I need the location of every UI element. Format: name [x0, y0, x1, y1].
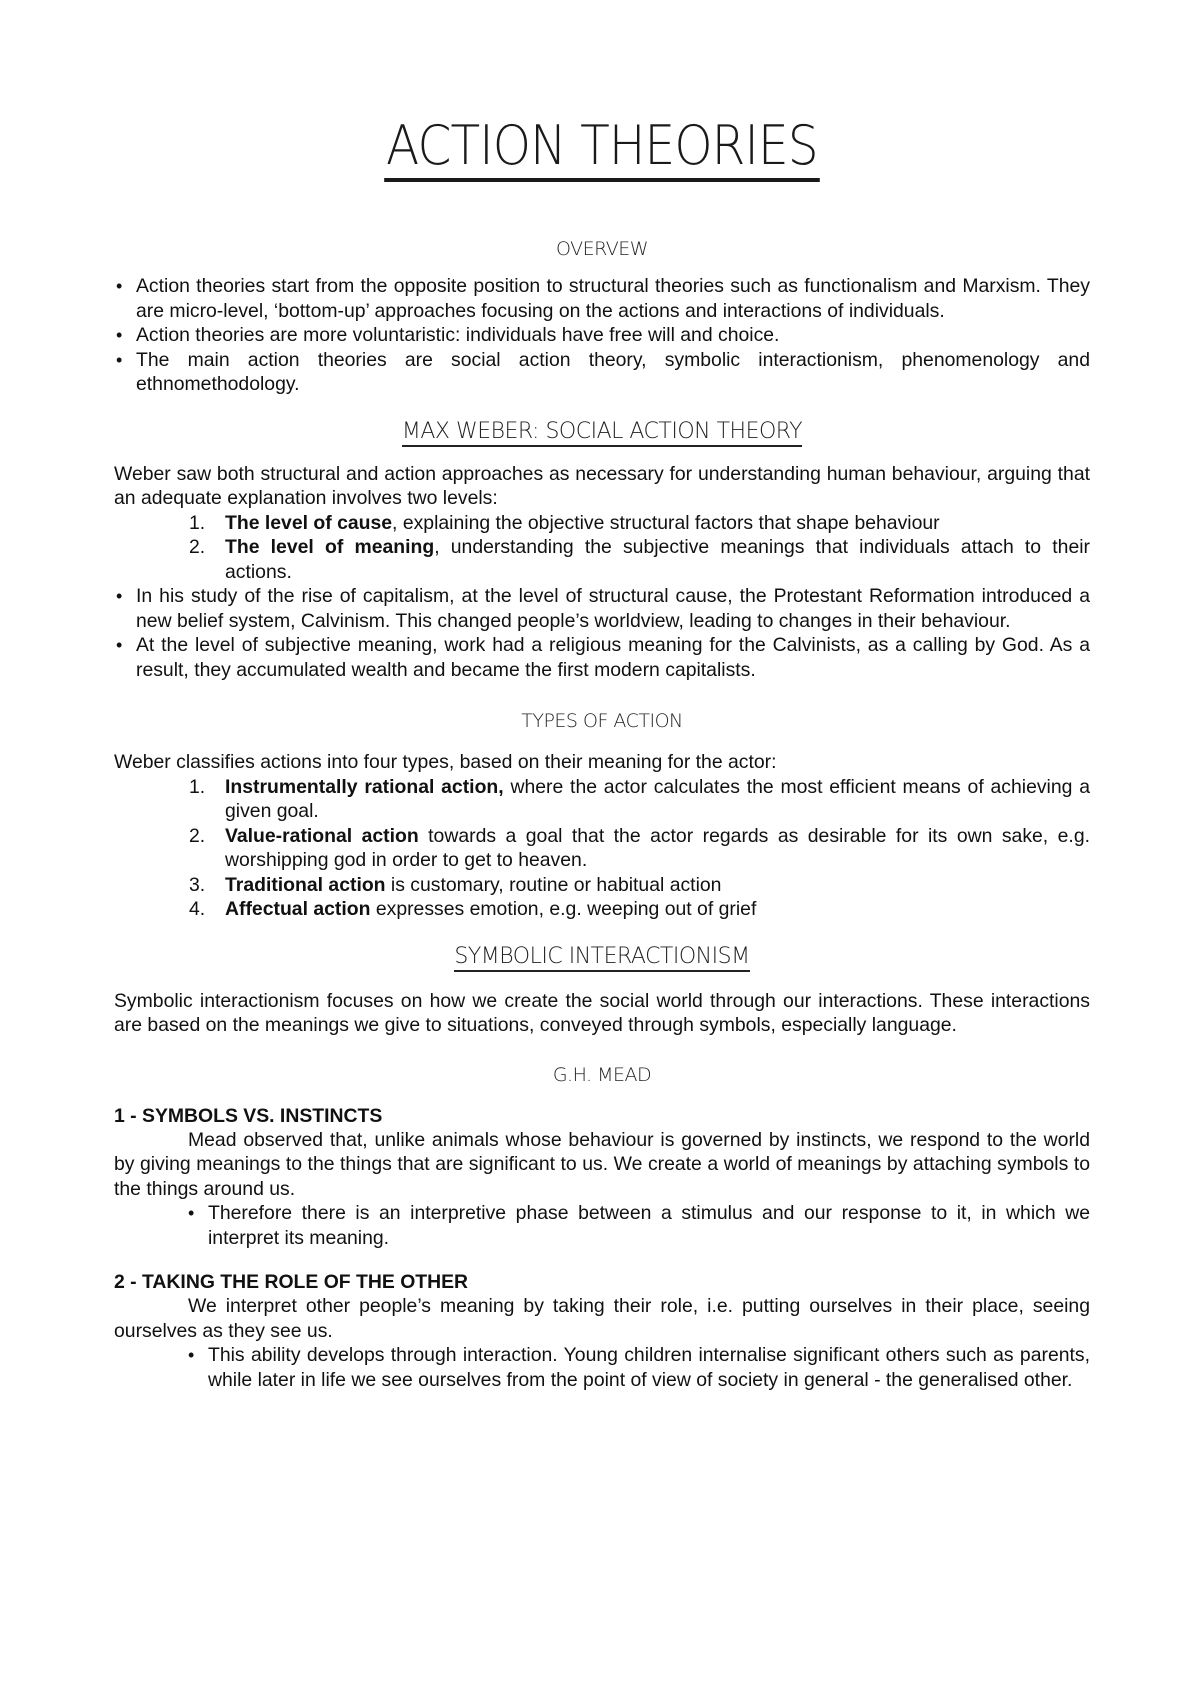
list-item: • Therefore there is an interpretive phase between a stimulus and our response to it, in which we interpret its meaning.	[186, 1201, 1090, 1250]
list-item	[189, 511, 1090, 536]
list-number: 4.	[189, 898, 206, 920]
list-item: • Action theories start from the opposite position to structural theories such as functionalism and Marxism. They are micro-level, ‘bottom-up’ approaches focusing on the actions and interactions of individuals.	[114, 274, 1090, 323]
weber-heading-text: MAX WEBER: SOCIAL ACTION THEORY	[402, 419, 802, 447]
bold-term: Affectual action	[225, 898, 371, 920]
item-text: , understanding the subjective meanings that individuals attach to their actions.	[225, 536, 1090, 583]
item-text: , explaining the objective structural factors that shape behaviour	[392, 511, 940, 534]
title-block	[114, 114, 1090, 182]
list-item	[189, 873, 1090, 898]
list-number: 1.	[189, 511, 206, 534]
page-title: ACTION THEORIES	[384, 118, 819, 182]
list-item: • At the level of subjective meaning, work had a religious meaning for the Calvinists, as a calling by God. As a result, they accumulated wealth and became the first modern capitalists.	[114, 633, 1090, 682]
symbolic-intro: Symbolic interactionism focuses on how we create the social world through our interactions. These interactions are based on the meanings we give to situations, conveyed through symbols, especially language.	[114, 989, 1090, 1036]
symbols-bullets	[114, 1201, 1090, 1250]
list-number: 3.	[189, 873, 206, 896]
bold-term: Instrumentally rational action,	[225, 775, 504, 798]
bold-term: The level of cause	[225, 511, 393, 534]
weber-bullets	[114, 584, 1090, 682]
bold-term: Traditional action	[225, 873, 386, 896]
list-item: • This ability develops through interaction. Young children internalise significant others such as parents, while later in life we see ourselves from the point of view of society in general - the generalised other.	[186, 1343, 1090, 1392]
role-bullets	[114, 1343, 1090, 1392]
symbolic-heading-text: SYMBOLIC INTERACTIONISM	[454, 944, 749, 972]
section-title-role: 2 - TAKING THE ROLE OF THE OTHER	[114, 1271, 469, 1293]
list-number: 2.	[189, 824, 206, 847]
symbolic-heading	[114, 944, 1090, 969]
types-intro: Weber classifies actions into four types, based on their meaning for the actor:	[114, 751, 777, 773]
bold-term: The level of meaning	[225, 536, 435, 558]
types-list	[114, 775, 1090, 922]
list-item	[189, 535, 1090, 584]
item-text: is customary, routine or habitual action	[385, 873, 722, 896]
overview-list	[114, 274, 1090, 397]
list-number: 1.	[189, 775, 206, 798]
list-number: 2.	[189, 536, 206, 558]
list-item	[189, 897, 1090, 922]
types-heading: TYPES OF ACTION	[521, 710, 683, 732]
list-item	[189, 824, 1090, 873]
bold-term: Value-rational action	[225, 824, 419, 847]
role-paragraph: We interpret other people’s meaning by taking their role, i.e. putting ourselves in their place, seeing ourselves as they see us.	[114, 1295, 1090, 1342]
document-page	[114, 0, 1090, 1392]
weber-levels	[114, 511, 1090, 585]
list-item: • In his study of the rise of capitalism, at the level of structural cause, the Protestant Reformation introduced a new belief system, Calvinism. This changed people’s worldview, leading to changes in their behaviour.	[114, 584, 1090, 633]
item-text: towards a goal that the actor regards as desirable for its own sake, e.g. worshipping god in order to get to heaven.	[225, 824, 1090, 871]
list-item: • Action theories are more voluntaristic: individuals have free will and choice.	[114, 323, 1090, 348]
weber-intro: Weber saw both structural and action approaches as necessary for understanding human behaviour, arguing that an adequate explanation involves two levels:	[114, 462, 1090, 509]
list-item	[189, 775, 1090, 824]
list-item: • The main action theories are social action theory, symbolic interactionism, phenomenology and ethnomethodology.	[114, 348, 1090, 397]
overview-heading: OVERVEW	[555, 238, 649, 260]
mead-heading: G.H. MEAD	[552, 1063, 652, 1086]
weber-heading	[114, 419, 1090, 444]
section-title-symbols: 1 - SYMBOLS VS. INSTINCTS	[114, 1104, 383, 1127]
item-text: where the actor calculates the most efficient means of achieving a given goal.	[225, 775, 1090, 822]
item-text: expresses emotion, e.g. weeping out of grief	[370, 898, 757, 920]
symbols-paragraph: Mead observed that, unlike animals whose behaviour is governed by instincts, we respond to the world by giving meanings to the things that are significant to us. We create a world of meanings by attaching symbols to the things around us.	[114, 1128, 1090, 1200]
